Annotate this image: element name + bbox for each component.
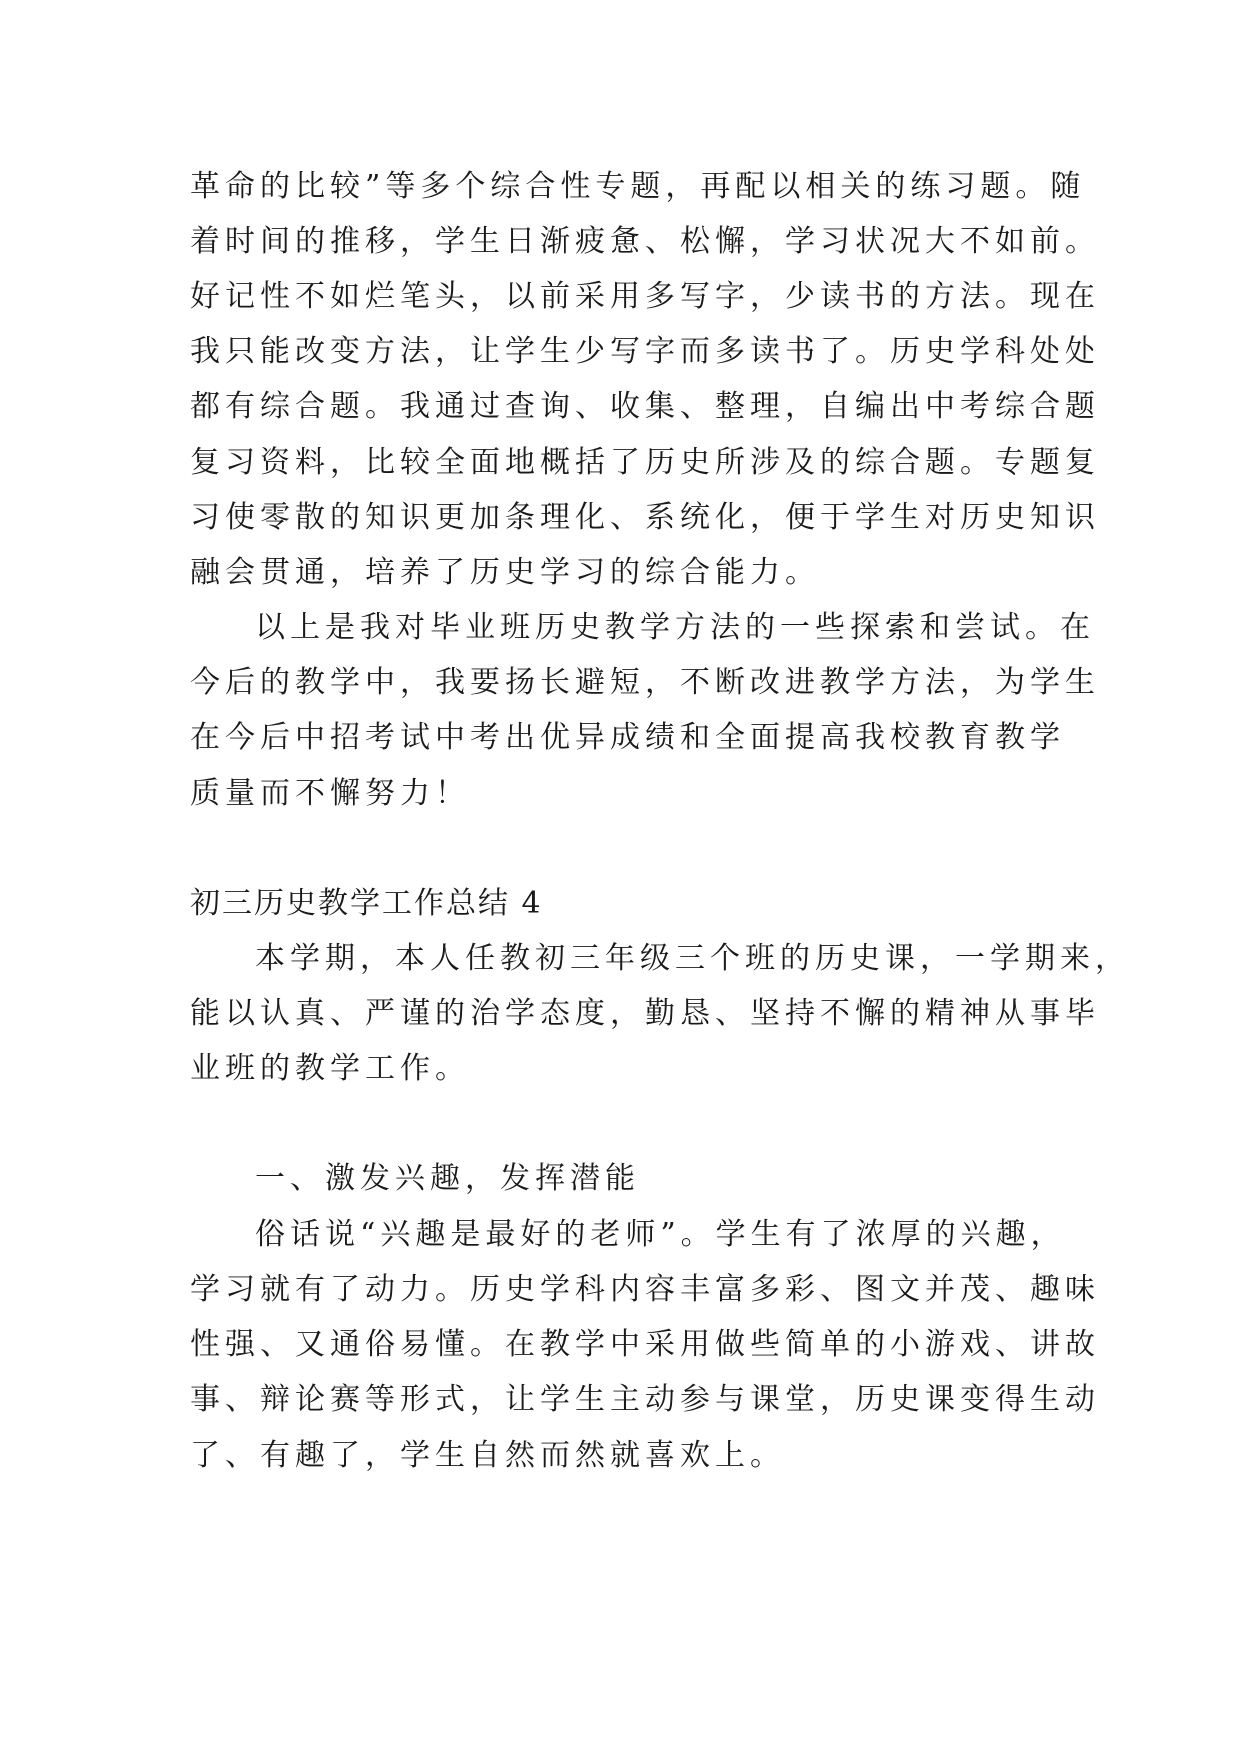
paragraph-line: 性强、又通俗易懂。在教学中采用做些简单的小游戏、讲故 (190, 1327, 1100, 1362)
paragraph-line: 在今后中招考试中考出优异成绩和全面提高我校教育教学 (190, 720, 1065, 755)
section-heading: 一、激发兴趣，发挥潜能 (255, 1161, 640, 1196)
paragraph-line: 融会贯通，培养了历史学习的综合能力。 (190, 555, 820, 590)
paragraph-line: 本学期，本人任教初三年级三个班的历史课，一学期来， (255, 941, 1130, 976)
paragraph-line: 业班的教学工作。 (190, 1051, 470, 1086)
paragraph-line: 事、辩论赛等形式，让学生主动参与课堂，历史课变得生动 (190, 1382, 1100, 1417)
paragraph-line: 着时间的推移，学生日渐疲惫、松懈，学习状况大不如前。 (190, 224, 1100, 259)
paragraph-line: 我只能改变方法，让学生少写字而多读书了。历史学科处处 (190, 334, 1100, 369)
paragraph-line: 都有综合题。我通过查询、收集、整理，自编出中考综合题 (190, 389, 1100, 424)
paragraph-line: 革命的比较”等多个综合性专题，再配以相关的练习题。随 (190, 169, 1086, 204)
paragraph-line: 今后的教学中，我要扬长避短，不断改进教学方法，为学生 (190, 665, 1100, 700)
paragraph-line: 质量而不懈努力！ (190, 776, 470, 811)
paragraph-line: 了、有趣了，学生自然而然就喜欢上。 (190, 1438, 785, 1473)
paragraph-line: 学习就有了动力。历史学科内容丰富多彩、图文并茂、趣味 (190, 1272, 1100, 1307)
paragraph-line: 俗话说“兴趣是最好的老师”。学生有了浓厚的兴趣， (255, 1217, 1066, 1252)
section-title: 初三历史教学工作总结 4 (190, 886, 543, 921)
paragraph-line: 复习资料，比较全面地概括了历史所涉及的综合题。专题复 (190, 445, 1100, 480)
paragraph-line: 能以认真、严谨的治学态度，勤恳、坚持不懈的精神从事毕 (190, 996, 1100, 1031)
paragraph-line: 好记性不如烂笔头，以前采用多写字，少读书的方法。现在 (190, 279, 1100, 314)
paragraph-line: 习使零散的知识更加条理化、系统化，便于学生对历史知识 (190, 500, 1100, 535)
paragraph-line: 以上是我对毕业班历史教学方法的一些探索和尝试。在 (255, 610, 1095, 645)
